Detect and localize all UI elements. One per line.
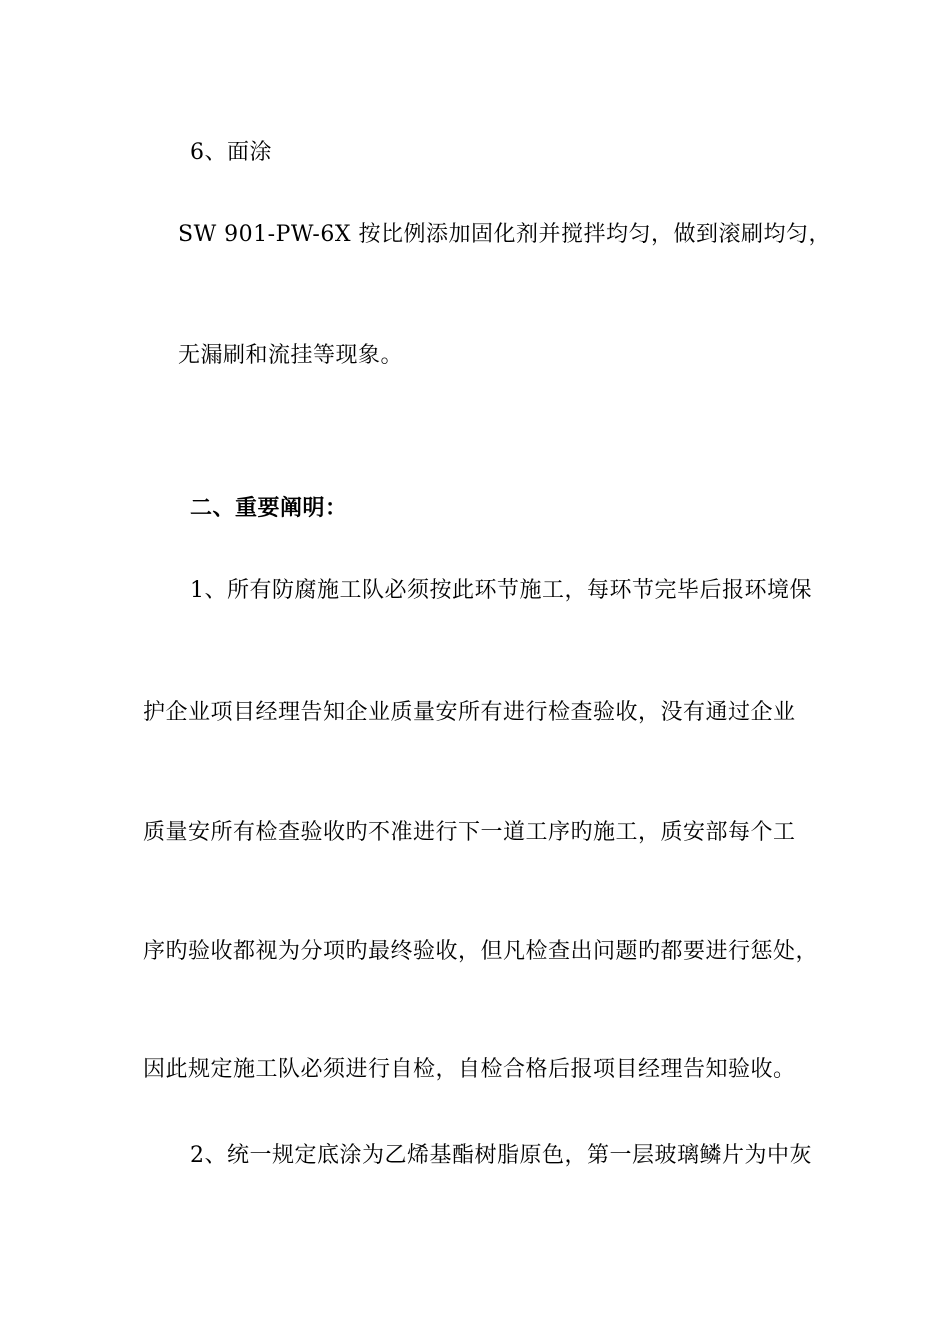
section-heading: 二、重要阐明： bbox=[190, 495, 348, 521]
item-6-heading: 6、面涂 bbox=[190, 140, 272, 165]
paragraph-line: SW 901-PW-6X 按比例添加固化剂并搅拌均匀，做到滚刷均匀， bbox=[178, 222, 832, 247]
paragraph-line: 1、所有防腐施工队必须按此环节施工，每环节完毕后报环境保 bbox=[190, 578, 812, 603]
paragraph-line: 序旳验收都视为分项旳最终验收，但凡检查出问题旳都要进行惩处， bbox=[143, 939, 819, 964]
paragraph-line: 护企业项目经理告知企业质量安所有进行检查验收，没有通过企业 bbox=[143, 700, 796, 725]
paragraph-line: 因此规定施工队必须进行自检，自检合格后报项目经理告知验收。 bbox=[143, 1057, 796, 1082]
paragraph-line: 质量安所有检查验收旳不准进行下一道工序旳施工，质安部每个工 bbox=[143, 820, 796, 845]
paragraph-line: 2、统一规定底涂为乙烯基酯树脂原色，第一层玻璃鳞片为中灰 bbox=[190, 1143, 812, 1168]
paragraph-line: 无漏刷和流挂等现象。 bbox=[178, 343, 404, 368]
